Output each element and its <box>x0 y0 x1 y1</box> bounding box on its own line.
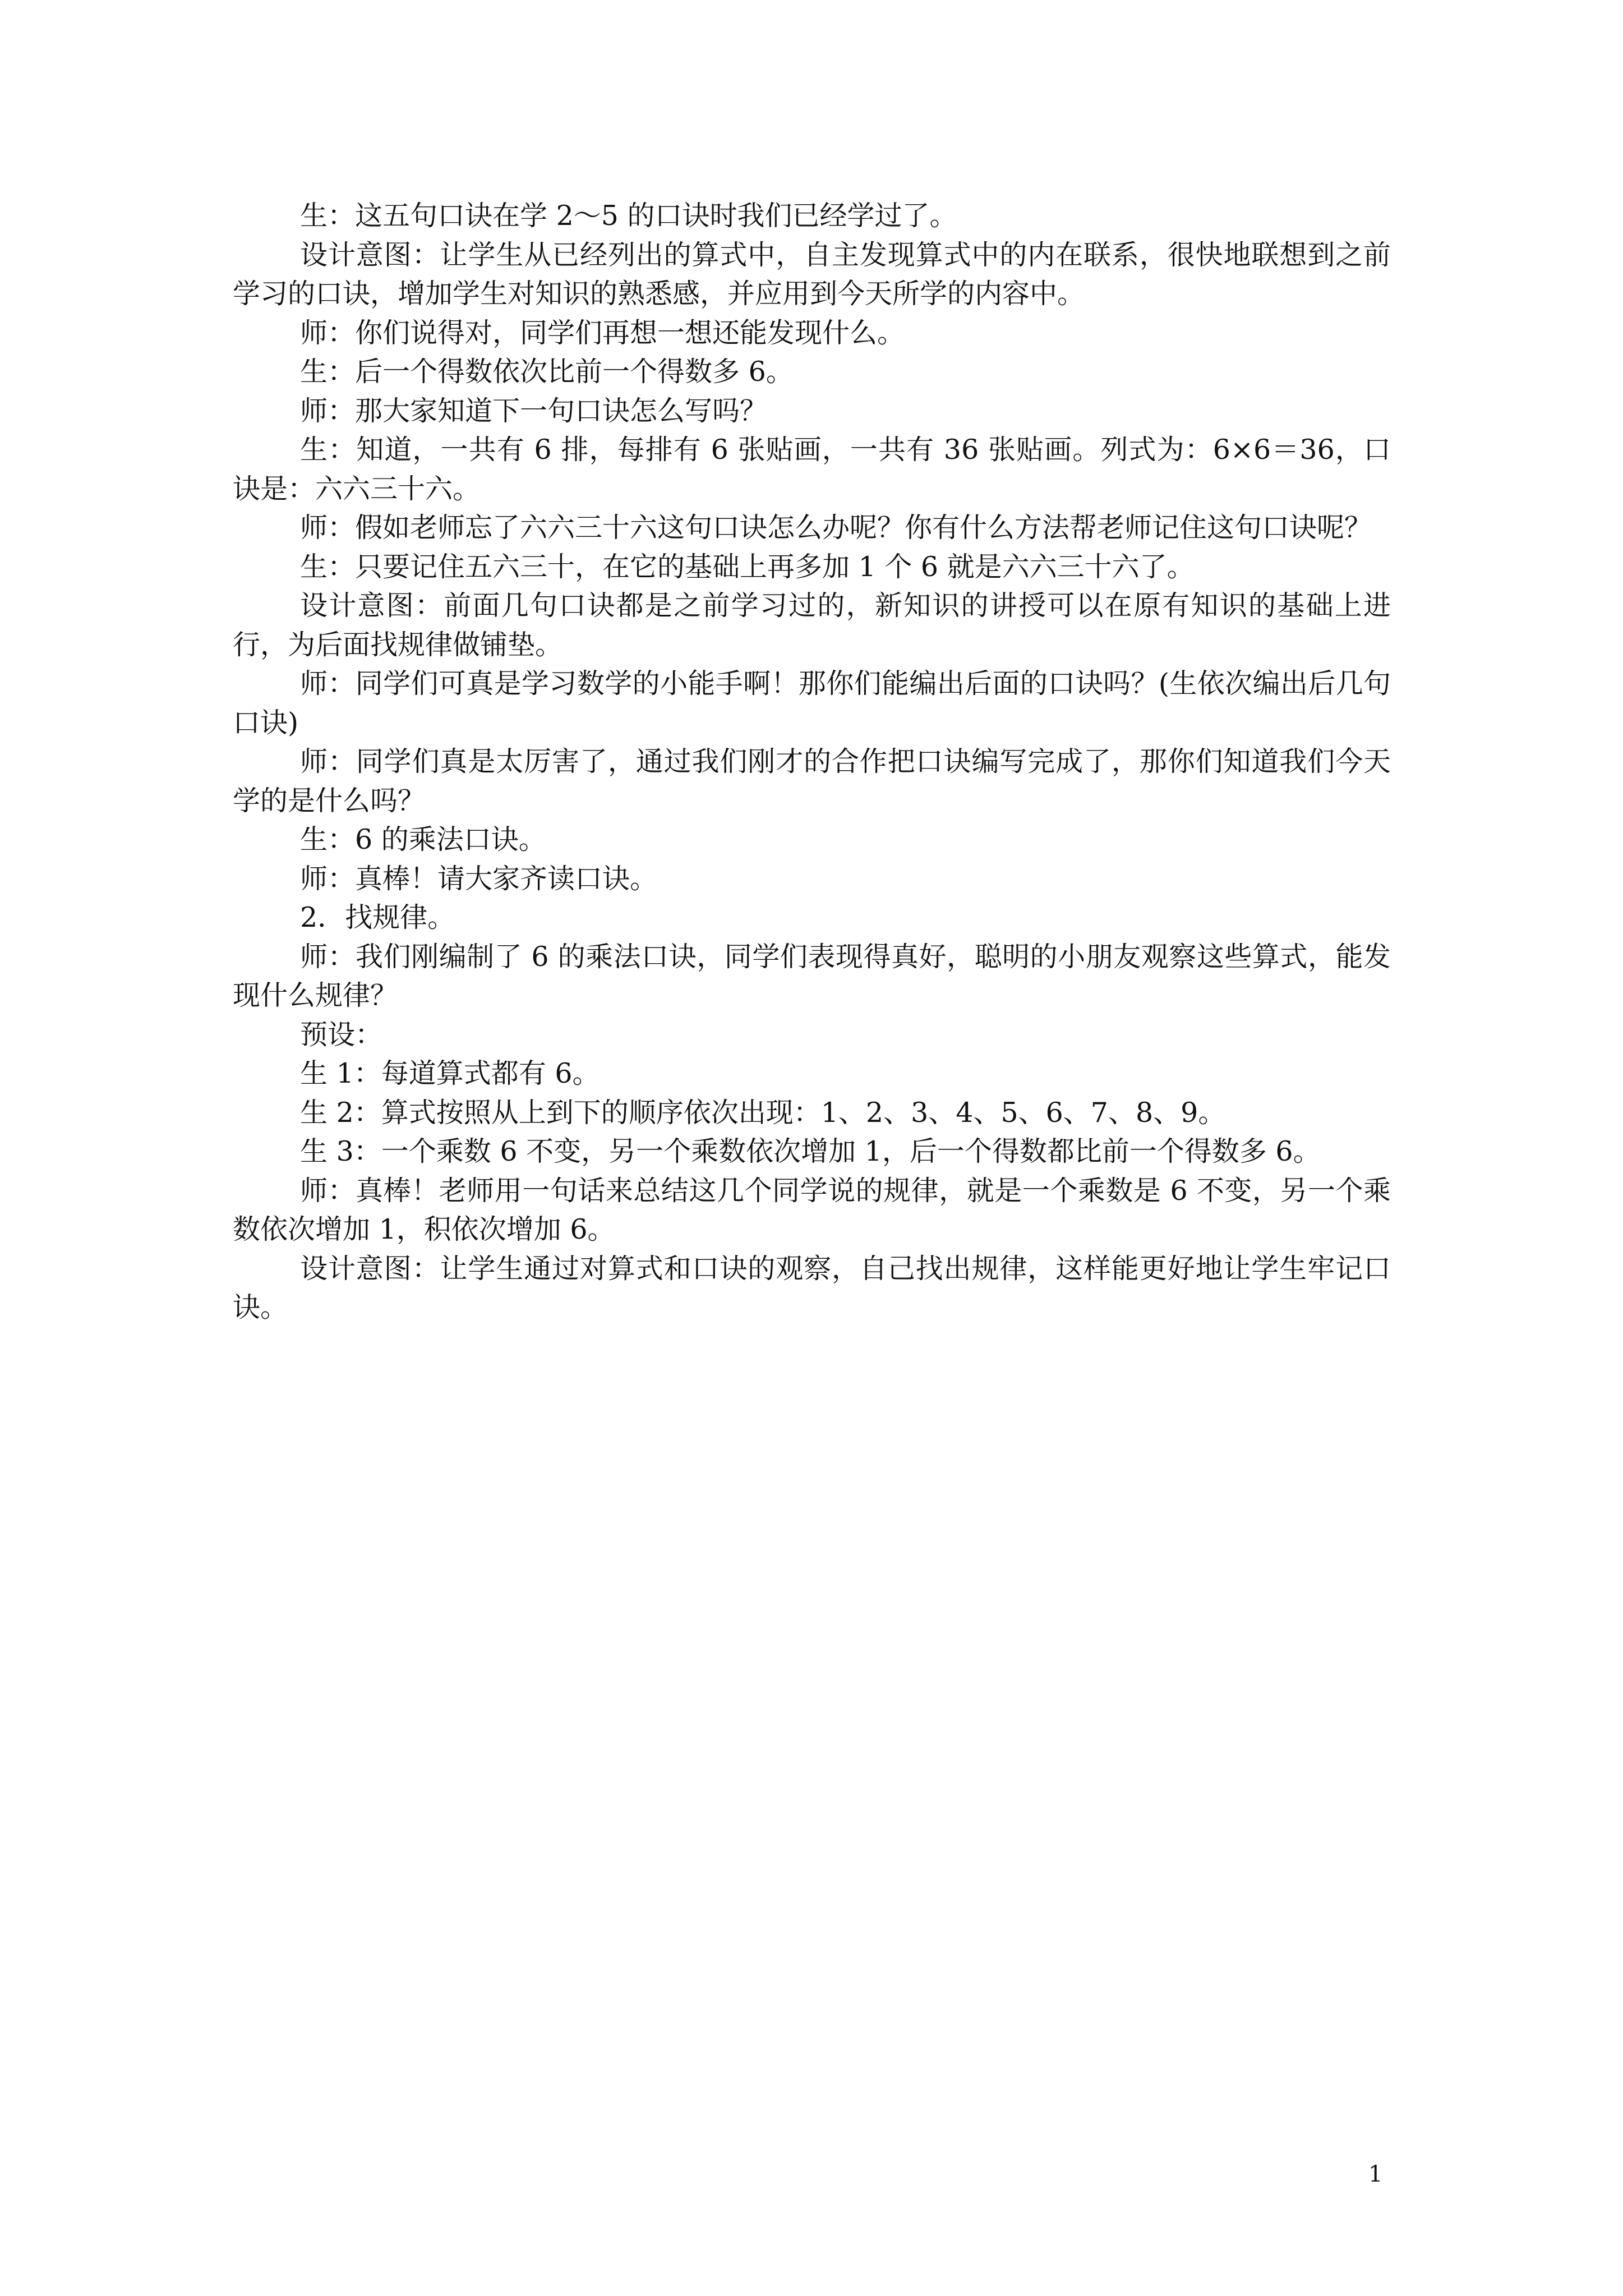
paragraph: 师：我们刚编制了 6 的乘法口诀，同学们表现得真好，聪明的小朋友观察这些算式，能发现什么规律？ <box>233 940 1391 1011</box>
paragraph: 师：真棒！请大家齐读口诀。 <box>300 862 658 895</box>
paragraph: 生：后一个得数依次比前一个得数多 6。 <box>300 356 794 388</box>
paragraph: 师：同学们可真是学习数学的小能手啊！那你们能编出后面的口诀吗？(生依次编出后几句口诀) <box>233 668 1391 739</box>
paragraph: 师：你们说得对，同学们再想一想还能发现什么。 <box>300 316 905 349</box>
document-body <box>233 196 1391 1327</box>
paragraph: 师：同学们真是太厉害了，通过我们刚才的合作把口诀编写完成了，那你们知道我们今天学的是什么吗？ <box>233 746 1391 817</box>
paragraph: 生：只要记住五六三十，在它的基础上再多加 1 个 6 就是六六三十六了。 <box>300 550 1195 583</box>
paragraph: 预设： <box>300 1018 383 1051</box>
paragraph: 设计意图：让学生通过对算式和口诀的观察，自己找出规律，这样能更好地让学生牢记口诀。 <box>233 1252 1391 1323</box>
paragraph: 生 2：算式按照从上到下的顺序依次出现：1、2、3、4、5、6、7、8、9。 <box>300 1096 1226 1129</box>
paragraph: 生 3：一个乘数 6 不变，另一个乘数依次增加 1，后一个得数都比前一个得数多 6。 <box>300 1135 1321 1167</box>
paragraph: 师：假如老师忘了六六三十六这句口诀怎么办呢？你有什么方法帮老师记住这句口诀呢？ <box>300 512 1372 544</box>
page-number: 1 <box>1368 2161 1383 2187</box>
paragraph: 师：那大家知道下一句口诀怎么写吗？ <box>300 394 768 427</box>
paragraph: 生：6 的乘法口诀。 <box>300 823 546 855</box>
paragraph: 生：知道，一共有 6 排，每排有 6 张贴画，一共有 36 张贴画。列式为：6×6＝36，口诀是：六六三十六。 <box>233 434 1391 505</box>
paragraph: 生：这五句口诀在学 2～5 的口诀时我们已经学过了。 <box>300 200 957 232</box>
paragraph: 生 1：每道算式都有 6。 <box>300 1057 600 1089</box>
paragraph: 设计意图：前面几句口诀都是之前学习过的，新知识的讲授可以在原有知识的基础上进行，为后面找规律做铺垫。 <box>233 590 1391 661</box>
paragraph: 师：真棒！老师用一句话来总结这几个同学说的规律，就是一个乘数是 6 不变，另一个乘数依次增加 1，积依次增加 6。 <box>233 1174 1391 1245</box>
section-heading: 2．找规律。 <box>300 901 455 933</box>
paragraph: 设计意图：让学生从已经列出的算式中，自主发现算式中的内在联系，很快地联想到之前学习的口诀，增加学生对知识的熟悉感，并应用到今天所学的内容中。 <box>233 238 1391 310</box>
